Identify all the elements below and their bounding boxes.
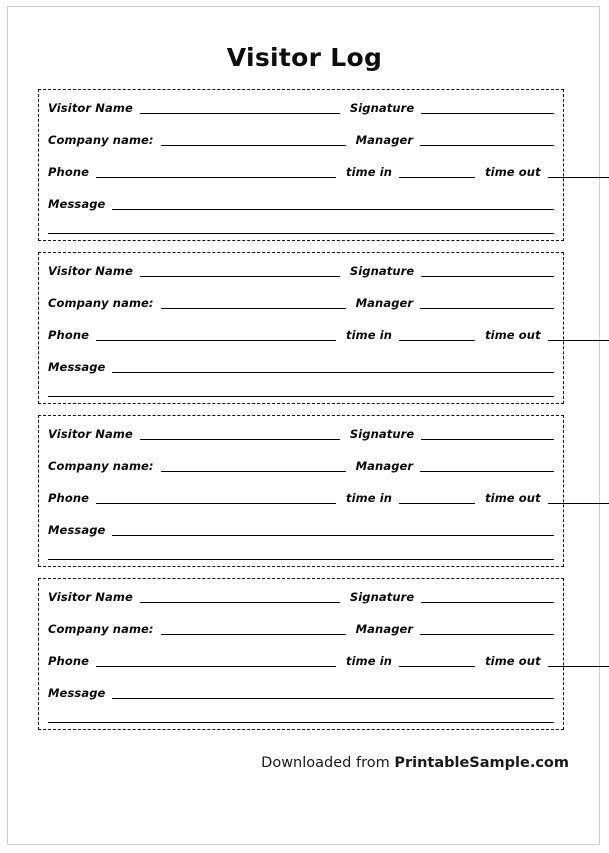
time-out-label: time out xyxy=(485,165,541,179)
message-input-line2[interactable] xyxy=(48,559,554,560)
message-label: Message xyxy=(48,197,106,211)
message-input-line2[interactable] xyxy=(48,396,554,397)
row-company-manager xyxy=(48,293,554,311)
row-message xyxy=(48,194,554,212)
phone-input[interactable] xyxy=(96,340,336,341)
time-in-label: time in xyxy=(346,165,393,179)
visitor-name-input[interactable] xyxy=(140,602,340,603)
visitor-entry-block xyxy=(38,89,564,241)
row-name-signature xyxy=(48,98,554,116)
row-message xyxy=(48,357,554,375)
message-input[interactable] xyxy=(112,535,554,536)
row-company-manager xyxy=(48,456,554,474)
row-message-continued xyxy=(48,544,554,562)
manager-label: Manager xyxy=(355,133,414,147)
time-out-input[interactable] xyxy=(548,503,609,504)
message-label: Message xyxy=(48,360,106,374)
time-in-input[interactable] xyxy=(399,177,475,178)
manager-label: Manager xyxy=(355,296,414,310)
manager-label: Manager xyxy=(355,622,414,636)
visitor-entry-list xyxy=(38,89,564,741)
company-name-input[interactable] xyxy=(161,471,346,472)
company-name-label: Company name: xyxy=(48,459,154,473)
time-in-input[interactable] xyxy=(399,666,475,667)
signature-input[interactable] xyxy=(421,276,554,277)
phone-input[interactable] xyxy=(96,666,336,667)
signature-input[interactable] xyxy=(421,439,554,440)
visitor-name-label: Visitor Name xyxy=(48,101,133,115)
row-message-continued xyxy=(48,218,554,236)
visitor-name-label: Visitor Name xyxy=(48,427,133,441)
row-name-signature xyxy=(48,587,554,605)
company-name-label: Company name: xyxy=(48,133,154,147)
row-message xyxy=(48,683,554,701)
time-out-input[interactable] xyxy=(548,340,609,341)
row-company-manager xyxy=(48,130,554,148)
company-name-input[interactable] xyxy=(161,145,346,146)
manager-label: Manager xyxy=(355,459,414,473)
footer-brand-name: PrintableSample.com xyxy=(394,755,569,771)
phone-label: Phone xyxy=(48,165,90,179)
message-input[interactable] xyxy=(112,372,554,373)
row-message-continued xyxy=(48,707,554,725)
signature-label: Signature xyxy=(349,101,415,115)
visitor-name-label: Visitor Name xyxy=(48,264,133,278)
printable-page xyxy=(7,6,600,845)
manager-input[interactable] xyxy=(420,471,554,472)
signature-label: Signature xyxy=(349,590,415,604)
row-phone-times xyxy=(48,162,554,180)
signature-label: Signature xyxy=(349,264,415,278)
time-out-label: time out xyxy=(485,491,541,505)
company-name-label: Company name: xyxy=(48,622,154,636)
phone-label: Phone xyxy=(48,328,90,342)
footer-prefix: Downloaded from xyxy=(261,755,395,771)
visitor-name-input[interactable] xyxy=(140,276,340,277)
message-label: Message xyxy=(48,686,106,700)
manager-input[interactable] xyxy=(420,634,554,635)
visitor-name-input[interactable] xyxy=(140,113,340,114)
time-in-input[interactable] xyxy=(399,503,475,504)
signature-input[interactable] xyxy=(421,602,554,603)
manager-input[interactable] xyxy=(420,308,554,309)
time-out-input[interactable] xyxy=(548,177,609,178)
time-in-label: time in xyxy=(346,491,393,505)
row-name-signature xyxy=(48,424,554,442)
visitor-name-label: Visitor Name xyxy=(48,590,133,604)
footer-credit xyxy=(261,755,569,771)
signature-label: Signature xyxy=(349,427,415,441)
row-message-continued xyxy=(48,381,554,399)
row-name-signature xyxy=(48,261,554,279)
message-input[interactable] xyxy=(112,209,554,210)
message-label: Message xyxy=(48,523,106,537)
row-message xyxy=(48,520,554,538)
row-company-manager xyxy=(48,619,554,637)
visitor-entry-block xyxy=(38,252,564,404)
company-name-label: Company name: xyxy=(48,296,154,310)
phone-label: Phone xyxy=(48,654,90,668)
time-out-input[interactable] xyxy=(548,666,609,667)
phone-label: Phone xyxy=(48,491,90,505)
time-in-input[interactable] xyxy=(399,340,475,341)
visitor-entry-block xyxy=(38,415,564,567)
signature-input[interactable] xyxy=(421,113,554,114)
manager-input[interactable] xyxy=(420,145,554,146)
phone-input[interactable] xyxy=(96,503,336,504)
phone-input[interactable] xyxy=(96,177,336,178)
message-input-line2[interactable] xyxy=(48,722,554,723)
message-input[interactable] xyxy=(112,698,554,699)
time-in-label: time in xyxy=(346,328,393,342)
time-in-label: time in xyxy=(346,654,393,668)
time-out-label: time out xyxy=(485,328,541,342)
visitor-entry-block xyxy=(38,578,564,730)
message-input-line2[interactable] xyxy=(48,233,554,234)
time-out-label: time out xyxy=(485,654,541,668)
visitor-name-input[interactable] xyxy=(140,439,340,440)
company-name-input[interactable] xyxy=(161,308,346,309)
row-phone-times xyxy=(48,651,554,669)
page-title: Visitor Log xyxy=(226,43,383,72)
row-phone-times xyxy=(48,488,554,506)
company-name-input[interactable] xyxy=(161,634,346,635)
row-phone-times xyxy=(48,325,554,343)
